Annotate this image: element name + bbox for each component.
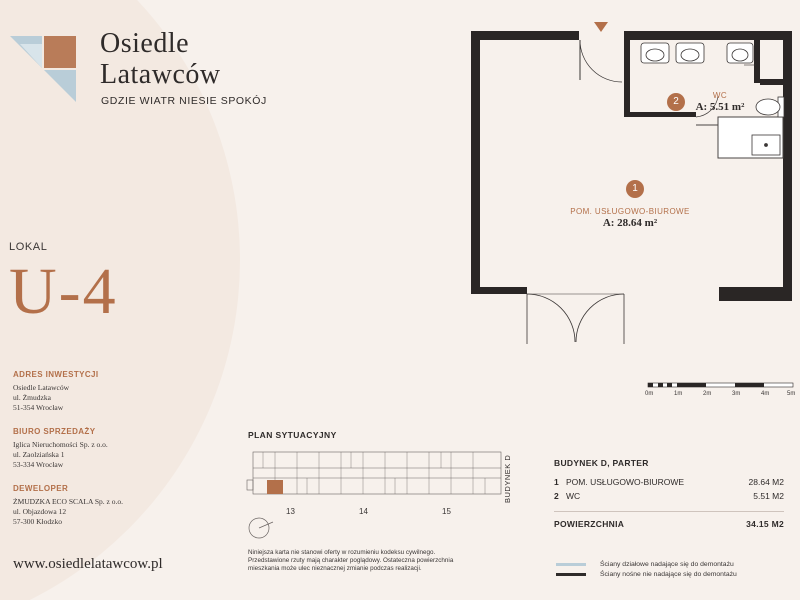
- investment-line: ul. Żmudzka: [13, 393, 51, 402]
- sales-line: ul. Zaolziańska 1: [13, 450, 65, 459]
- brand-name-line1: Osiedle: [100, 28, 190, 59]
- summary-row-name: WC: [566, 491, 581, 501]
- legend-swatch-partition: [556, 563, 586, 566]
- summary-row: [554, 475, 784, 489]
- developer-heading: DEWELOPER: [13, 484, 69, 493]
- disclaimer: [248, 549, 528, 574]
- room-area: A: 28.64 m²: [602, 217, 658, 229]
- developer-info: [13, 484, 123, 527]
- sales-line: 53-334 Wrocław: [13, 460, 64, 469]
- disclaimer-line: Niniejsza karta nie stanowi oferty w rozumieniu kodeksu cywilnego.: [248, 549, 436, 556]
- wall-legend: [556, 559, 737, 579]
- developer-line: ŻMUDZKA ECO SCALA Sp. z o.o.: [13, 497, 124, 506]
- legend-swatch-load-bearing: [556, 573, 586, 576]
- summary-total: [554, 519, 784, 529]
- summary-row-value: 28.64 M2: [748, 477, 784, 487]
- room-number-badge: 2: [667, 93, 685, 111]
- legend-label: Ściany nośne nie nadające się do demontażu: [600, 570, 737, 578]
- scale-label: 4m: [761, 391, 770, 397]
- summary-total-value: 34.15 M2: [746, 519, 784, 529]
- brand-name-line2: Latawców: [100, 59, 221, 90]
- area-summary: [554, 458, 784, 529]
- legend-label: Ściany działowe nadające się do demontażu: [600, 560, 734, 568]
- scale-label: 1m: [674, 391, 683, 397]
- summary-heading: BUDYNEK D, PARTER: [554, 458, 649, 468]
- sales-line: Iglica Nieruchomości Sp. z o.o.: [13, 440, 108, 449]
- brand-tagline: GDZIE WIATR NIESIE SPOKÓJ: [101, 95, 267, 107]
- scale-label: 5m: [787, 391, 796, 397]
- summary-row-num: 1: [554, 477, 559, 487]
- room-name: WC: [712, 91, 728, 100]
- building-label: BUDYNEK D: [503, 454, 512, 503]
- summary-row-name: POM. USŁUGOWO-BIUROWE: [566, 477, 685, 487]
- summary-row: [554, 489, 784, 503]
- scale-label: 0m: [645, 391, 654, 397]
- room-area: A: 5.51 m²: [695, 101, 745, 113]
- disclaimer-line: mieszkania może ulec nieznacznej zmianie podczas realizacji.: [248, 565, 422, 573]
- legend-item: [556, 569, 737, 579]
- summary-row-num: 2: [554, 491, 559, 501]
- summary-divider: [554, 511, 784, 512]
- summary-total-label: POWIERZCHNIA: [554, 519, 625, 529]
- scale-label: 3m: [732, 391, 741, 397]
- investment-line: Osiedle Latawców: [13, 383, 70, 392]
- scale-label: 2m: [703, 391, 712, 397]
- developer-line: 57-300 Kłodzko: [13, 517, 62, 526]
- developer-line: ul. Objazdowa 12: [13, 507, 67, 516]
- website-link[interactable]: www.osiedlelatawcow.pl: [13, 556, 163, 572]
- disclaimer-line: Przedstawione rzuty mają charakter poglądowy. Ostateczna powierzchnia: [248, 557, 454, 565]
- investment-line: 51-354 Wrocław: [13, 403, 64, 412]
- unit-code: U-4: [9, 255, 118, 328]
- investment-heading: ADRES INWESTYCJI: [13, 370, 99, 379]
- room-name: POM. USŁUGOWO-BIUROWE: [570, 207, 690, 216]
- legend-item: [556, 559, 737, 569]
- entrance-arrow-icon: [594, 22, 608, 32]
- sales-heading: BIURO SPRZEDAŻY: [13, 427, 96, 436]
- site-plan-map: [245, 448, 505, 548]
- summary-row-value: 5.51 M2: [753, 491, 784, 501]
- site-plan-number: 13: [286, 507, 295, 516]
- room-number-badge: 1: [626, 180, 644, 198]
- sales-office: [13, 427, 108, 470]
- unit-label: LOKAL: [9, 241, 48, 253]
- site-plan-number: 14: [359, 507, 368, 516]
- site-plan-title: PLAN SYTUACYJNY: [248, 430, 337, 440]
- scale-bar: [648, 383, 793, 387]
- site-plan-number: 15: [442, 507, 451, 516]
